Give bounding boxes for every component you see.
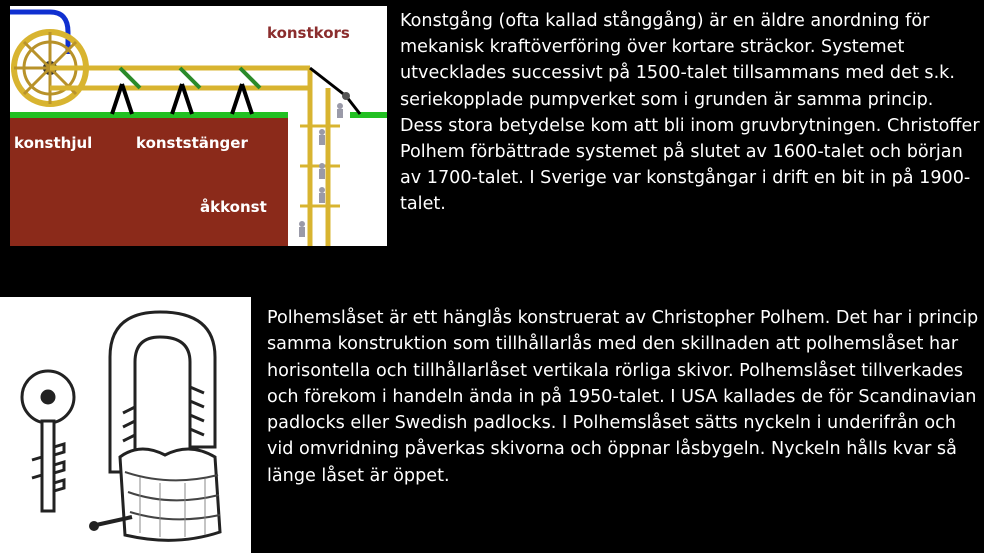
padlock-and-key-drawing xyxy=(0,297,251,553)
konsthjul-label: konsthjul xyxy=(14,134,93,152)
grass-line-right xyxy=(350,112,387,118)
key xyxy=(22,371,74,511)
konstkors-label: konstkors xyxy=(267,24,350,42)
padlock-shackle xyxy=(110,312,215,472)
akkonst-label: åkkonst xyxy=(200,198,267,216)
polhemslaset-paragraph: Polhemslåset är ett hänglås konstruerat av Christopher Polhem. Det har i princip samma konstruktion som tillhållarlås med den skillnaden att polhemslåset har horisontella och tillhållarlåset vertikala rörliga skivor. Polhemslåset tillverkades och förekom i handeln ända in på 1950-talet. I USA kallades de för Scandinavian padlocks eller Swedish padlocks. I Polhemslåset sätts nyckeln i underifrån och vid omvridning påverkas skivorna och öppnar låsbygeln. Nyckeln hålls kvar så länge låset är öppet. xyxy=(267,308,979,486)
konstgang-diagram xyxy=(10,6,387,246)
konstgang-paragraph: Konstgång (ofta kallad stånggång) är en äldre anordning för mekanisk kraftöverföring över kortare sträckor. Systemet utvecklades successivt på 1500-talet tillsammans med det s.k. seriekopplade pumpverket som i grunden är samma princip. Dess stora betydelse kom att bli inom gruvbrytningen. Christoffer Polhem förbättrade systemet på slutet av 1600-talet och början av 1700-talet. I Sverige var konstgångar i drift en bit in på 1900-talet. xyxy=(400,11,980,215)
konstgang-illustration xyxy=(10,6,387,246)
konstkors-cross xyxy=(300,68,360,246)
konststanger-label: konststänger xyxy=(136,134,248,152)
grass-line xyxy=(10,112,288,118)
polhem-lock-illustration xyxy=(0,297,251,553)
